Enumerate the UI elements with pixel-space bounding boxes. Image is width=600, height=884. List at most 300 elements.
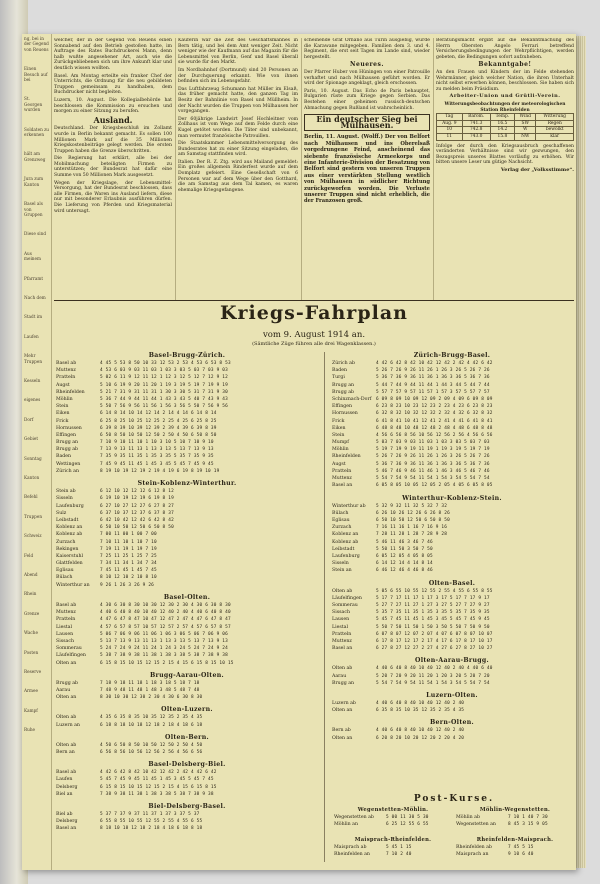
schedule-row [332, 638, 572, 645]
schedule-row [332, 539, 572, 546]
schedule-row [332, 510, 572, 517]
station-name: Stein [332, 432, 345, 438]
schedule-block [332, 352, 572, 489]
station-name: Laufen [56, 777, 73, 783]
schedule-row [56, 374, 318, 381]
margin-line: Pfarramt [24, 275, 44, 281]
departure-times: 7 48 9 48 11 48 1 48 3 48 5 48 7 48 [100, 687, 200, 693]
margin-line: Grenze [24, 610, 40, 616]
departure-times: 6 23 8 23 10 23 12 23 2 23 4 23 6 23 8 23 [376, 404, 493, 410]
departure-times: 4 47 6 47 8 47 10 47 12 47 2 47 4 47 6 47 8 47 [100, 617, 231, 623]
schedule-row [332, 425, 572, 432]
schedule-row [332, 735, 572, 742]
station-name: Koblenz an [56, 525, 83, 531]
margin-line: Dorf [24, 416, 34, 422]
station-name: Sulz [56, 510, 67, 516]
station-name: Muttenz [56, 610, 76, 616]
margin-line: Aus meinem [24, 250, 41, 262]
schedule-row [334, 851, 452, 858]
margin-line: Basel als von Gruppen [24, 201, 43, 217]
schedule-row [332, 374, 572, 381]
station-name: Luzern an [56, 722, 80, 728]
section-heading-bekanntgabe: Bekanntgabe! [478, 61, 532, 69]
schedule-row [332, 410, 572, 417]
schedule-row [332, 609, 572, 616]
paragraph: Deutschland. Der Kriegsbeschluß im Zollamt wurde in Berlin bekannt gemacht. Es sollen 100 Millionen Mark auf die 35 Millionen Kriegskostenbeiträge gelegt werden. Die ersten Truppen haben die Grenze überschritten. [54, 126, 172, 154]
departure-times: 7 10 2 40 [386, 852, 412, 858]
station-name: Olten ab [332, 588, 353, 594]
schedule-row [56, 389, 318, 396]
departure-times: 5 50 11 50 3 50 7 50 [376, 546, 433, 552]
table-cell: 10 [437, 127, 463, 134]
schedule-row [56, 461, 318, 468]
table-cell: 743.0 [462, 133, 490, 140]
station-name: Biel ab [56, 812, 73, 817]
schedule-block [332, 719, 572, 741]
departure-times: 5 26 7 26 9 26 11 26 1 26 3 26 5 26 7 26 [376, 454, 490, 460]
schedule-row [56, 410, 318, 417]
column-rule [301, 38, 302, 300]
station-name: Eiken [332, 425, 346, 431]
table-header: Wind [515, 114, 536, 121]
schedule-heading: Olten-Basel. [428, 579, 476, 587]
timetable-title: Kriegs-Fahrplan [220, 302, 408, 324]
paragraph: Wegen der Kriegslage, der Lebensmittel-Versorgung, hat der Bundesrat beschlossen, dass alle Firmen, die Waren ins Ausland liefern, diese nur mit besonderer Erlaubnis ausführen dürfen. Die Lieferung von Pferden und Kriegsmaterial wird untersagt. [54, 180, 172, 214]
paragraph: Italien. Der R. Z. Ztg. wird aus Mailand gemeldet: Ein großes allgemein Rinderfest wurde auf dem Domplatz gefeiert. Eine Gesellschaft von 6 Personen war auf dem Wege über den Gotthard, die am Samstag aus dem Tal kamen, es waren ehemalige Kriegsgefangene. [178, 159, 298, 193]
news-column-3 [304, 38, 430, 300]
departure-times: 6 07 8 07 12 07 2 07 4 07 6 07 8 07 10 07 [376, 631, 493, 637]
schedule-row [56, 652, 318, 659]
paragraph: Das Luftfahrzeug Schumann hat Müller im Elsaß, das früher gemacht hatte, den ganzen Tag im Besitz der Bahnlinie von Basel und Müllheim. In der Nacht wurden die Truppen von Mülhausen her vorgegangen. [178, 86, 298, 115]
departure-times: 5 45 7 45 11 45 1 45 3 45 5 45 7 45 9 45 [376, 617, 490, 623]
station-name: Bülach [56, 575, 73, 581]
station-name: Glattfelden [56, 561, 83, 567]
schedule-row [332, 524, 572, 531]
station-name: Koblenz ab [332, 539, 359, 545]
station-name: Basel an [56, 826, 77, 832]
schedule-row [332, 403, 572, 410]
station-name: Brugg an [332, 680, 355, 686]
schedule-row [56, 488, 318, 495]
departure-times: 5 32 9 32 11 32 5 32 7 32 [376, 503, 448, 509]
station-name: Sisseln [56, 496, 73, 502]
schedule-block [56, 734, 318, 756]
timetable-column-rule [324, 352, 325, 862]
paragraph: Im Nordbahnhof (Dortmund) sind 20 Personen an der Durchquerung erkannt. Wie von ihnen befinden sich im Lebensgefahr. [178, 67, 298, 85]
schedule-row [56, 531, 318, 538]
column-rule [175, 38, 176, 300]
station-name: Koblenz ab [56, 532, 83, 538]
departure-times: 5 03 7 03 9 03 11 03 1 03 3 03 5 03 7 03 [376, 440, 490, 446]
schedule-heading: Bern-Olten. [430, 719, 474, 727]
departure-times: 4 35 6 35 8 35 10 35 12 35 2 35 4 35 [100, 715, 203, 721]
departure-times: 5 17 7 17 11 17 1 17 3 17 5 17 7 17 9 17 [376, 595, 490, 601]
departure-times: 6 35 8 35 10 35 12 35 2 35 4 35 [376, 708, 465, 714]
station-name: Mumpf [332, 440, 349, 446]
schedule-row [332, 475, 572, 482]
column-rule [433, 38, 434, 300]
departure-times: 5 35 7 35 11 35 1 35 3 35 5 35 7 35 9 35 [376, 610, 490, 616]
schedule-row [332, 707, 572, 714]
schedule-block [332, 580, 572, 653]
station-name: Zurzach [56, 539, 76, 545]
table-row [437, 127, 574, 134]
paragraph: Beratungsmacht ergibt auf die Bekanntmachung des Herrn Obersten Angelo Ferrari betreffend Versicherungsbedingungen der Wehrpflichtigen, werden gebeten, die Bedingungen sofort aufzuheben. [436, 38, 574, 60]
station-name: Olten an [56, 695, 77, 701]
station-name: Effingen [332, 404, 353, 410]
departure-times: 5 24 7 24 9 24 11 24 1 24 3 24 5 24 7 24 9 24 [100, 646, 228, 652]
schedule-heading: Zürich-Brugg-Basel. [413, 352, 491, 359]
schedule-row [332, 439, 572, 446]
schedule-row [332, 673, 572, 680]
station-name: Frick [56, 418, 69, 424]
schedule-row [56, 638, 318, 645]
margin-line: Einen Besuch auf bei [24, 66, 48, 83]
margin-line: eigenes [24, 397, 41, 403]
station-name: Eglisau [56, 568, 74, 574]
paragraph: Die Staatskammer Lebensmittelversorgung des Bundesrates hat zu einer Sitzung eingeladen, die am Samstag stattfinden wird. [178, 141, 298, 158]
station-name: Olten ab [56, 715, 77, 721]
station-name: Läufelfingen [332, 595, 362, 601]
departure-times: 6 46 12 46 4 46 8 46 [376, 568, 433, 574]
station-name: Stein [56, 404, 69, 410]
station-name: Bern ab [332, 728, 351, 734]
schedule-heading: Wegenstetten-Möhlin. [357, 807, 429, 813]
station-name: Laufenburg [332, 553, 360, 559]
margin-line: Soldaten zu erkennen [24, 126, 49, 138]
departure-times: 5 36 7 44 9 44 11 44 1 43 3 43 5 40 7 43 9 43 [100, 396, 228, 402]
schedule-row [56, 687, 318, 694]
bold-paragraph: Berlin, 11. August. (Wolff.) Der von Belfort nach Mülhausen und ins Oberelsaß vorgedrungene Feind, anscheinend das siebente französische Armeekorps und eine Infanterie-Division der Besatzung von Belfort sind gestern von unseren Truppen aus einer verstärkten Stellung westlich von Mülhausen in südlicher Richtung zurückgeworfen worden. Die Verluste unserer Truppen sind nicht erheblich, die der Franzosen groß. [304, 134, 430, 205]
left-margin-column [22, 34, 52, 870]
section-heading-ausland: Ausland. [93, 114, 133, 125]
schedule-row [332, 503, 572, 510]
station-name: Baden [332, 368, 348, 374]
schedule-row [56, 742, 318, 749]
schedule-row [56, 418, 318, 425]
station-name: Basel ab [56, 361, 77, 366]
schedule-row [332, 624, 572, 631]
departure-times: 4 57 6 57 8 57 10 57 12 57 2 57 4 57 6 57 8 57 [100, 624, 231, 630]
schedule-row [332, 531, 572, 538]
schedule-row [56, 645, 318, 652]
weather-table [436, 113, 574, 140]
table-cell: NW [515, 133, 536, 140]
departure-times: 7 00 11 00 1 00 7 00 [100, 532, 157, 538]
departure-times: 7 35 9 35 11 35 1 35 3 35 5 35 7 35 9 35 [100, 454, 214, 460]
margin-line: St. Georgen wurden [24, 96, 43, 113]
station-name: Effingen [56, 432, 77, 438]
schedule-row [332, 680, 572, 687]
margin-line: ng, bei in der Gegend von Reuens [24, 36, 49, 52]
departure-times: 6 14 8 14 10 14 12 14 2 14 4 14 6 14 8 14 [100, 411, 217, 417]
schedule-row [56, 546, 318, 553]
schedule-row [56, 818, 318, 825]
station-name: Bülach [332, 510, 349, 516]
schedule-block [56, 803, 318, 833]
station-name: Rheinfelden [56, 389, 85, 395]
schedule-row [56, 560, 318, 567]
departure-times: 6 14 12 14 4 14 8 14 [376, 561, 433, 567]
station-name: Koblenz an [332, 532, 359, 538]
station-name: Olten ab [332, 666, 353, 672]
schedule-row [56, 567, 318, 574]
station-name: Pratteln [332, 631, 352, 637]
station-name: Wegenstetten ab [334, 815, 374, 820]
schedule-row [56, 432, 318, 439]
schedule-row [332, 482, 572, 489]
table-cell: Aug. 9 [437, 120, 463, 127]
table-cell: 14.2 [490, 127, 514, 134]
station-name: Luzern ab [332, 701, 356, 706]
schedule-heading: Stein-Koblenz-Winterthur. [137, 480, 237, 488]
departure-times: 7 38 9 38 11 38 1 38 3 38 5 38 7 38 9 38 [100, 791, 214, 797]
schedule-row [332, 382, 572, 389]
departure-times: 6 17 8 17 12 17 2 17 4 17 6 17 8 17 10 17 [376, 638, 493, 644]
departure-times: 7 34 11 34 1 34 7 34 [100, 561, 157, 567]
station-name: Rheinfelden [332, 454, 361, 460]
schedule-row [56, 769, 318, 776]
departure-times: 6 39 8 39 10 39 12 39 2 39 4 39 6 39 8 39 [100, 425, 217, 431]
departure-times: 7 45 11 45 1 45 7 45 [100, 568, 157, 574]
margin-line: Schweiz [24, 533, 42, 539]
table-cell: 11 [437, 133, 463, 140]
schedule-row [332, 546, 572, 553]
station-name: Möhlin [56, 396, 73, 402]
post-schedule-block [334, 836, 452, 858]
departure-times: 6 05 12 05 4 05 8 05 [376, 553, 433, 559]
station-name: Frick [332, 418, 345, 424]
schedule-row [56, 609, 318, 616]
timetable-subtitle: vom 9. August 1914 an. [262, 330, 366, 340]
schedule-row [332, 517, 572, 524]
schedule-row [332, 446, 572, 453]
paragraph: Luzern, 10. August. Die Kollegialbehörde hat beschlossen die Kommission zu ersuchen und morgen zu einer Sitzung zu berufen. [54, 97, 172, 115]
departure-times: 6 25 8 25 10 25 12 25 2 25 4 25 6 25 8 25 [100, 418, 217, 424]
departure-times: 6 12 10 12 12 12 6 12 8 12 [100, 489, 174, 495]
station-name: Muttenz [332, 638, 352, 644]
station-name: Brugg an [332, 382, 355, 388]
schedule-row [56, 811, 318, 818]
paragraph: scheinende Graf Ornano aus Turin ausgiebig, wurde die Karawane mitgegeben. Familien dem 3. und 4. Regiment, die erst seit Tagen im Lande sind, wieder hergestellt. [304, 38, 430, 60]
station-name: Kaiserstuhl [56, 553, 84, 559]
departure-times: 6 50 10 50 12 50 6 50 8 50 [376, 517, 450, 523]
departure-times: 8 19 10 19 12 19 2 19 4 19 6 19 8 19 10 19 [100, 468, 220, 474]
station-name: Sissach [56, 638, 74, 644]
departure-times: 6 20 8 20 10 20 12 20 2 20 4 20 [376, 735, 465, 741]
departure-times: 6 15 8 15 10 15 12 15 2 15 4 15 6 15 8 15 [100, 784, 217, 790]
station-name: Leibstadt [56, 517, 79, 523]
schedule-row [56, 722, 318, 729]
departure-times: 9 26 1 26 3 26 9 26 [100, 582, 155, 588]
departure-times: 4 42 6 42 8 42 10 42 12 42 2 42 4 42 6 42 [100, 770, 217, 776]
station-name: Stein ab [56, 489, 76, 495]
station-name: Basel an [332, 483, 353, 489]
newspaper-page [22, 34, 576, 870]
departure-times: 6 27 8 27 12 27 2 27 4 27 6 27 8 27 10 27 [376, 646, 493, 652]
station-name: Zurzach [332, 525, 352, 531]
departure-times: 4 50 6 50 8 50 10 50 12 50 2 50 4 50 [100, 742, 203, 748]
table-cell: W [515, 127, 536, 134]
station-name: Möhlin ab [456, 815, 480, 820]
departure-times: 4 40 6 40 8 40 10 40 12 40 2 40 [376, 728, 465, 734]
station-name: Basel an [332, 646, 353, 652]
departure-times: 5 50 7 50 11 50 1 50 3 50 5 50 7 50 9 50 [376, 624, 490, 630]
schedule-row [56, 524, 318, 531]
schedule-row [332, 468, 572, 475]
schedule-row [56, 360, 318, 367]
table-cell: 16.5 [490, 120, 514, 127]
departure-times: 5 45 1 15 [386, 845, 412, 850]
station-name: Olten an [56, 660, 77, 666]
station-name: Wegenstetten an [456, 822, 496, 828]
departure-times: 5 54 7 54 9 54 11 54 1 54 3 54 5 54 7 54 [376, 680, 490, 686]
news-column-1 [54, 38, 172, 300]
schedule-heading: Winterthur-Koblenz-Stein. [402, 494, 502, 502]
departure-times: 7 25 11 25 1 25 7 25 [100, 553, 157, 559]
station-name: Zürich an [56, 468, 79, 474]
station-name: Liestal [332, 624, 348, 630]
schedule-block [56, 352, 318, 475]
schedule-heading: Brugg-Aarau-Olten. [150, 671, 224, 679]
departure-times: 6 50 10 50 12 50 6 50 8 50 [100, 525, 174, 531]
departure-times: 7 16 11 16 1 16 7 16 9 16 [376, 525, 448, 531]
margin-line: Kesseln [24, 377, 41, 383]
schedule-row [56, 660, 318, 667]
departure-times: 4 45 5 53 8 50 10 33 12 53 2 53 4 53 6 53 8 53 [100, 361, 231, 366]
departure-times: 4 40 6 40 8 40 10 40 12 40 2 40 4 40 6 40 8 40 [100, 610, 231, 616]
station-name: Hornussen [56, 425, 82, 431]
departure-times: 6 18 8 18 10 18 12 18 2 18 4 18 6 18 [100, 722, 203, 728]
margin-line: Ruhe [24, 727, 36, 733]
station-name: Aarau [332, 673, 347, 679]
margin-line: Stadt im [24, 314, 43, 320]
schedule-row [456, 821, 574, 828]
publisher-signature: Verlag der „Volksstimme“. [500, 166, 574, 173]
departure-times: 5 44 7 44 9 44 11 44 1 44 3 44 5 44 7 44 [376, 382, 490, 388]
departure-times: 6 55 8 55 10 55 12 55 2 55 4 55 6 55 [100, 819, 203, 825]
departure-times: 5 57 7 57 9 57 11 57 1 57 3 57 5 57 7 57 [376, 389, 490, 395]
departure-times: 5 21 7 31 9 31 11 31 1 30 3 30 5 31 7 31 9 30 [100, 389, 228, 395]
station-name: Biel an [56, 791, 73, 797]
schedule-row [56, 403, 318, 410]
schedule-row [332, 567, 572, 574]
departure-times: 5 19 7 19 9 19 11 19 1 19 3 19 5 19 7 19 [376, 447, 490, 453]
station-name: Wettingen [56, 461, 81, 467]
schedule-row [332, 553, 572, 560]
departure-times: 7 18 9 18 11 18 1 18 3 18 5 18 7 18 [100, 680, 200, 686]
margin-line: Nach dem [24, 294, 46, 300]
departure-times: 6 50 8 50 10 50 12 50 2 50 4 50 6 50 8 50 [100, 432, 217, 438]
departure-times: 8 45 3 15 9 05 [508, 822, 548, 828]
departure-times: 6 32 8 32 10 32 12 32 2 32 4 32 6 32 8 32 [376, 411, 493, 417]
schedule-row [56, 616, 318, 623]
departure-times: 6 19 10 19 12 19 6 19 8 19 [100, 496, 174, 502]
departure-times: 7 10 9 10 11 10 1 10 3 10 5 10 7 10 9 10 [100, 440, 214, 446]
schedule-row [56, 582, 318, 589]
station-name: Lausen [332, 617, 350, 623]
departure-times: 6 27 10 27 12 27 6 27 8 27 [100, 503, 174, 509]
departure-times: 6 48 8 48 10 48 12 48 2 48 4 48 6 48 8 48 [376, 425, 493, 431]
schedule-block [56, 761, 318, 798]
departure-times: 8 30 10 30 12 30 2 30 4 30 6 30 8 30 [100, 695, 203, 701]
schedule-row [332, 595, 572, 602]
schedule-row [56, 784, 318, 791]
departure-times: 6 05 8 05 10 05 12 05 2 05 4 05 6 05 8 05 [376, 483, 493, 489]
paragraph: Die Regierung hat erklärt, alle bei der Mobilmachung beteiligten Firmen zu unterstützen; der Bundesrat hat dafür eine Summe von 50 Millionen Mark ausgesetzt. [54, 156, 172, 179]
station-name: Eiken [56, 411, 70, 417]
departure-times: 8 18 10 18 12 18 2 18 4 18 6 18 8 18 [100, 826, 203, 832]
schedule-block [332, 657, 572, 687]
station-name: Sommerau [332, 602, 358, 608]
schedule-heading: Rheinfelden-Maisprach. [476, 837, 554, 843]
station-name: Laufenburg [56, 503, 84, 509]
station-name: Läufelfingen [56, 653, 86, 659]
station-name: Winterthur an [56, 582, 90, 588]
margin-line: Diese sind [24, 231, 46, 237]
departure-times: 5 13 7 13 9 13 11 13 1 13 3 13 5 13 7 13 9 13 [100, 638, 228, 644]
departure-times: 5 36 7 36 9 36 11 36 1 36 3 36 5 36 7 36 [376, 461, 490, 467]
station-name: Pratteln [332, 468, 352, 474]
schedule-row [56, 776, 318, 783]
paragraph: Infolge der durch den Kriegsausbruch geschaffenen veränderten Verhältnisse sind wir gezwungen, den Bezugspreis unseres Blattes vorläufig zu erhöhen. Wir bitten unsere Leser um gütige Nachsicht. [436, 143, 574, 166]
schedule-heading: Basel-Brugg-Zürich. [148, 352, 226, 359]
schedule-heading: Biel-Delsberg-Basel. [148, 803, 226, 810]
schedule-row [56, 694, 318, 701]
station-name: Brugg an [56, 440, 79, 446]
table-cell: 15.8 [490, 133, 514, 140]
paragraph: Der Pfarrer Huber von Hüningen von einer Patrouille verhaftet und nach Mülhausen geführt worden. Er wird der Spionage angeklagt, gleich erschossen. [304, 69, 430, 87]
schedule-row [56, 631, 318, 638]
station-name: Rekingen [56, 546, 79, 552]
schedule-row [56, 680, 318, 687]
schedule-row [56, 714, 318, 721]
table-header: Witterung [536, 114, 574, 121]
margin-line: Posten [24, 649, 39, 655]
news-column-4 [436, 38, 574, 300]
paragraph: An den Frauen und Kindern der im Felde stehenden Wehrmänner, gleich welcher Nation, die ihren Unterhalt nicht selbst erwerben können, beschlossen. Sie haben sich zu melden beim Präsidium. [436, 69, 574, 92]
post-kurse-heading: Post-Kurse. [413, 794, 495, 804]
schedule-block [56, 672, 318, 702]
schedule-heading: Olten-Luzern. [161, 706, 213, 714]
station-name: Delsberg [56, 784, 78, 790]
departure-times: 6 41 8 41 10 41 12 41 2 41 4 41 6 41 8 41 [376, 418, 493, 424]
departure-times: 7 10 1 40 7 30 [508, 815, 548, 820]
schedule-row [332, 432, 572, 439]
schedule-row [56, 425, 318, 432]
schedule-row [56, 382, 318, 389]
station-name: Augst [332, 461, 346, 467]
table-header: Barom. [462, 114, 490, 121]
schedule-row [56, 446, 318, 453]
schedule-heading: Möhlin-Wegenstetten. [479, 807, 551, 813]
post-schedule-block [456, 806, 574, 828]
station-name: Sissach [332, 610, 350, 616]
schedule-row [332, 645, 572, 652]
table-cell: 742.8 [462, 127, 490, 134]
station-name: Baden [56, 454, 72, 460]
station-name: Brugg ab [56, 447, 78, 453]
paragraph: Basel. Am Montag erteilte ein franker Chef der Unterrichts, die Ordnung für die neu gebildeten Truppen gemeinsam zu handhaben, dem Buchdrucker nicht begleiten. [54, 73, 172, 96]
departure-times: 7 10 11 10 1 10 7 10 [100, 539, 157, 545]
station-name: Stein an [332, 568, 352, 574]
departure-times: 5 46 11 46 3 46 7 46 [376, 539, 433, 545]
departure-times: 6 25 12 55 6 55 [386, 822, 429, 828]
station-name: Liestal [56, 624, 72, 630]
news-section [54, 38, 574, 300]
schedule-row [456, 814, 574, 821]
paragraph: Käuferin war die Zeit des Geschäftsmannes in Bern tätig, und bei dem Amt weniger Zeit. Nicht weniger wie der Kaufmann auf das Magazin für die Lebensmittel von Berlin, Genf und Basel überall sie wurde für den Markt. [178, 38, 298, 66]
